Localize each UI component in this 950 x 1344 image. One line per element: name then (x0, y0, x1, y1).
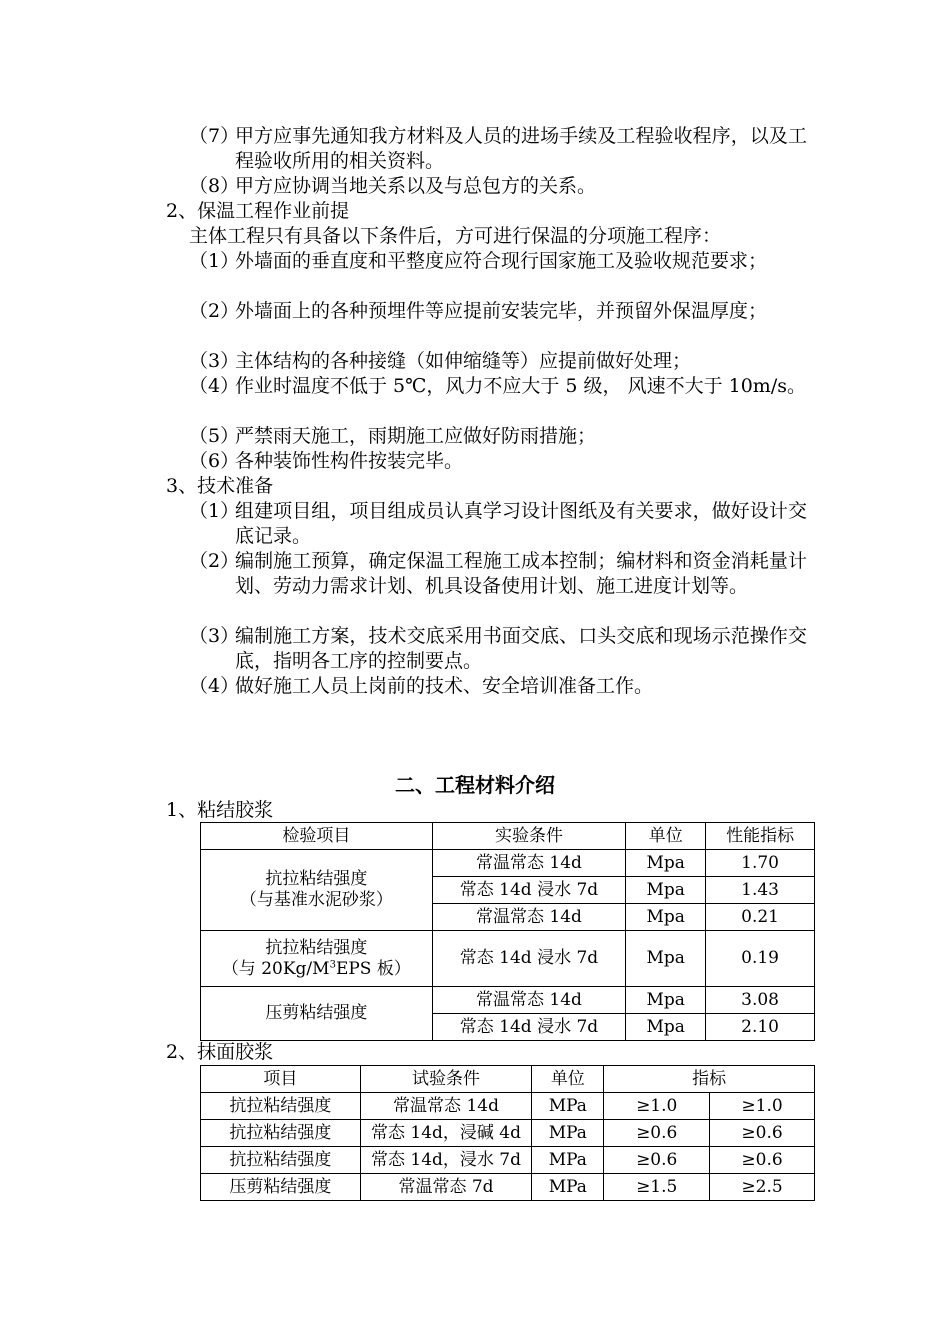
item-number: （4） (189, 375, 240, 397)
condition-cell: 常温常态 7d (360, 1174, 532, 1201)
item-number: （2） (189, 550, 240, 572)
unit-cell: Mpa (626, 877, 706, 904)
item-note (201, 959, 432, 980)
condition-cell: 常温常态 14d (360, 1093, 532, 1120)
item-text: 甲方应协调当地关系以及与总包方的关系。 (235, 175, 597, 197)
section-title-technical-preparation: 3、技术准备 (166, 475, 274, 497)
prerequisite-item-5 (189, 424, 809, 449)
unit-cell: MPa (532, 1093, 604, 1120)
value-cell: 0.21 (706, 904, 815, 931)
item-number: （3） (189, 625, 240, 647)
item-text: 主体结构的各种接缝（如伸缩缝等）应提前做好处理； (235, 350, 692, 372)
item-text: 外墙面上的各种预埋件等应提前安装完毕，并预留外保温厚度； (235, 300, 768, 322)
item-text: 编制施工方案，技术交底采用书面交底、口头交底和现场示范操作交底，指明各工序的控制要点。 (235, 625, 807, 672)
item-cell: 抗拉粘结强度 (201, 1093, 361, 1120)
item-text: 编制施工预算，确定保温工程施工成本控制；编材料和资金消耗量计划、劳动力需求计划、机具设备使用计划、施工进度计划等。 (235, 550, 807, 597)
item-text: 外墙面的垂直度和平整度应符合现行国家施工及验收规范要求； (235, 250, 768, 272)
value-cell: 0.19 (706, 931, 815, 987)
tech-item-2 (189, 549, 809, 624)
unit-cell: MPa (532, 1147, 604, 1174)
tech-item-1 (189, 499, 809, 549)
value-cell: ≥1.0 (604, 1093, 710, 1120)
value-cell: 2.10 (706, 1014, 815, 1041)
prerequisite-item-3 (189, 349, 809, 374)
prerequisite-item-1 (189, 249, 809, 299)
item-cell (201, 850, 433, 931)
item-note-superscript: 3 (329, 958, 336, 970)
item-text: 甲方应事先通知我方材料及人员的进场手续及工程验收程序，以及工程验收所用的相关资料。 (235, 125, 807, 172)
item-cell (201, 931, 433, 987)
table-row (201, 1147, 815, 1174)
condition-cell: 常温常态 14d (432, 904, 626, 931)
header-cell: 单位 (532, 1066, 604, 1093)
table-header-row (201, 823, 815, 850)
condition-cell: 常态 14d 浸水 7d (432, 1014, 626, 1041)
value-cell: ≥1.0 (710, 1093, 815, 1120)
prerequisite-item-2 (189, 299, 809, 349)
table2-title: 2、抹面胶浆 (166, 1041, 274, 1063)
condition-cell: 常态 14d，浸碱 4d (360, 1120, 532, 1147)
header-cell: 指标 (604, 1066, 815, 1093)
requirement-item-8 (189, 174, 809, 199)
item-cell: 压剪粘结强度 (201, 987, 433, 1041)
value-cell: 1.70 (706, 850, 815, 877)
section-intro: 主体工程只有具备以下条件后，方可进行保温的分项施工程序： (189, 225, 722, 247)
item-text: 做好施工人员上岗前的技术、安全培训准备工作。 (235, 675, 654, 697)
unit-cell: MPa (532, 1174, 604, 1201)
item-number: （2） (189, 300, 240, 322)
condition-cell: 常态 14d，浸水 7d (360, 1147, 532, 1174)
item-cell: 抗拉粘结强度 (201, 1120, 361, 1147)
item-note: （与基准水泥砂浆） (239, 890, 393, 910)
section-heading-materials: 二、工程材料介绍 (395, 773, 555, 797)
value-cell: ≥0.6 (710, 1120, 815, 1147)
table-row (201, 1174, 815, 1201)
unit-cell: MPa (532, 1120, 604, 1147)
item-number: （7） (189, 125, 240, 147)
header-cell: 检验项目 (201, 823, 433, 850)
value-cell: 1.43 (706, 877, 815, 904)
section-title-insulation-prerequisites: 2、保温工程作业前提 (166, 200, 350, 222)
item-number: （4） (189, 675, 240, 697)
condition-cell: 常温常态 14d (432, 987, 626, 1014)
unit-cell: Mpa (626, 850, 706, 877)
tech-item-3 (189, 624, 809, 674)
item-number: （1） (189, 500, 240, 522)
plaster-mortar-table (200, 1065, 815, 1201)
item-number: （8） (189, 175, 240, 197)
header-cell: 实验条件 (432, 823, 626, 850)
item-text: 组建项目组，项目组成员认真学习设计图纸及有关要求，做好设计交底记录。 (235, 500, 807, 547)
unit-cell: Mpa (626, 1014, 706, 1041)
requirement-item-7 (189, 124, 809, 174)
table-row (201, 987, 815, 1014)
value-cell: ≥2.5 (710, 1174, 815, 1201)
table-row (201, 931, 815, 987)
condition-cell: 常态 14d 浸水 7d (432, 877, 626, 904)
item-cell: 抗拉粘结强度 (201, 1147, 361, 1174)
item-number: （5） (189, 425, 240, 447)
bonding-mortar-table (200, 822, 815, 1041)
item-text: 严禁雨天施工，雨期施工应做好防雨措施； (235, 425, 597, 447)
table-row (201, 1093, 815, 1120)
condition-cell: 常态 14d 浸水 7d (432, 931, 626, 987)
item-name: 抗拉粘结强度 (265, 869, 368, 889)
table-row (201, 850, 815, 877)
value-cell: ≥0.6 (604, 1120, 710, 1147)
header-cell: 项目 (201, 1066, 361, 1093)
item-name: 抗拉粘结强度 (265, 937, 368, 958)
item-text: 作业时温度不低于 5℃，风力不应大于 5 级， 风速不大于 10m/s。 (235, 375, 806, 397)
table-header-row (201, 1066, 815, 1093)
item-number: （6） (189, 450, 240, 472)
condition-cell: 常温常态 14d (432, 850, 626, 877)
header-cell: 试验条件 (360, 1066, 532, 1093)
table1-title: 1、粘结胶浆 (166, 799, 274, 821)
item-note-pre: （与 20Kg/M (221, 958, 330, 979)
item-note-post: EPS 板） (335, 958, 411, 979)
table-row (201, 1120, 815, 1147)
prerequisite-item-4 (189, 374, 809, 424)
tech-item-4 (189, 674, 809, 699)
unit-cell: Mpa (626, 904, 706, 931)
value-cell: ≥0.6 (710, 1147, 815, 1174)
item-number: （1） (189, 250, 240, 272)
value-cell: ≥0.6 (604, 1147, 710, 1174)
item-number: （3） (189, 350, 240, 372)
unit-cell: Mpa (626, 987, 706, 1014)
header-cell: 性能指标 (706, 823, 815, 850)
prerequisite-item-6 (189, 449, 809, 474)
item-cell: 压剪粘结强度 (201, 1174, 361, 1201)
header-cell: 单位 (626, 823, 706, 850)
unit-cell: Mpa (626, 931, 706, 987)
value-cell: 3.08 (706, 987, 815, 1014)
value-cell: ≥1.5 (604, 1174, 710, 1201)
item-text: 各种装饰性构件按装完毕。 (235, 450, 464, 472)
